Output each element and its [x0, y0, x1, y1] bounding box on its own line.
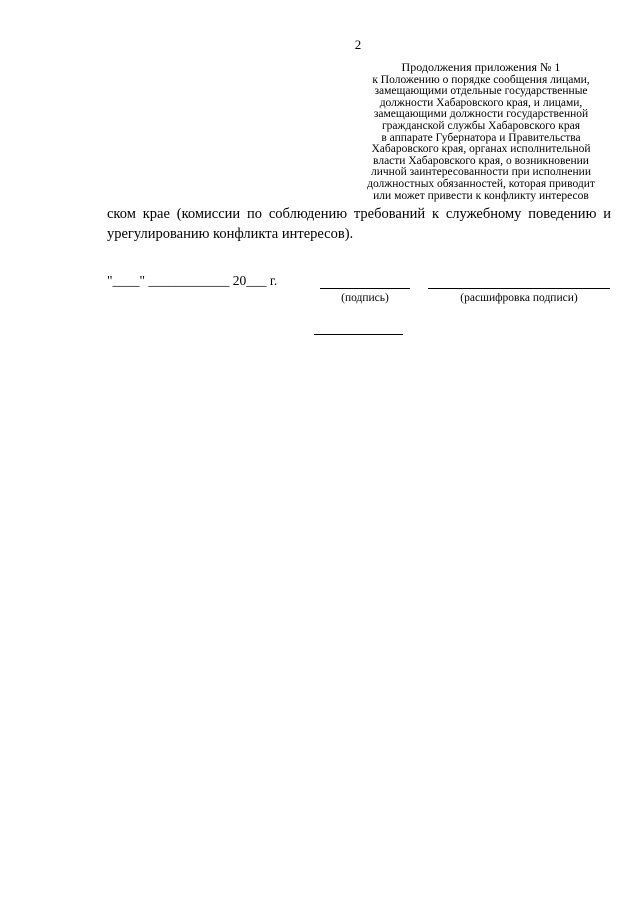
header-line: власти Хабаровского края, о возникновении: [373, 154, 589, 167]
bottom-rule: [314, 334, 403, 335]
header-line: гражданской службы Хабаровского края: [381, 119, 581, 132]
body-line-1: ском крае (комиссии по соблюдению требований к служебному поведению и: [107, 206, 611, 222]
header-line: замещающими должности государственной: [373, 108, 589, 121]
page-number: 2: [354, 37, 362, 52]
header-line: в аппарате Губернатора и Правительства: [381, 131, 581, 144]
header-line: должностных обязанностей, которая приводит: [367, 177, 595, 190]
date-field: "____" ____________ 20___ г.: [107, 273, 278, 288]
header-line: должности Хабаровского края, и лицами,: [379, 96, 583, 109]
body-paragraph: [107, 205, 611, 244]
decoding-line: [428, 274, 610, 289]
signature-line: [320, 274, 410, 289]
header-block: [352, 62, 610, 202]
body-line-2: урегулированию конфликта интересов).: [107, 225, 354, 242]
signature-caption: (подпись): [341, 292, 389, 304]
header-title: Продолжения приложения № 1: [401, 60, 561, 74]
header-line: Хабаровского края, органах исполнительной: [371, 143, 591, 156]
header-line: к Положению о порядке сообщения лицами,: [372, 73, 590, 86]
header-line: замещающими отдельные государственные: [374, 85, 588, 98]
decoding-caption: (расшифровка подписи): [460, 292, 578, 304]
header-line: или может привести к конфликту интересов: [373, 189, 589, 202]
header-line: личной заинтересованности при исполнении: [371, 166, 591, 179]
